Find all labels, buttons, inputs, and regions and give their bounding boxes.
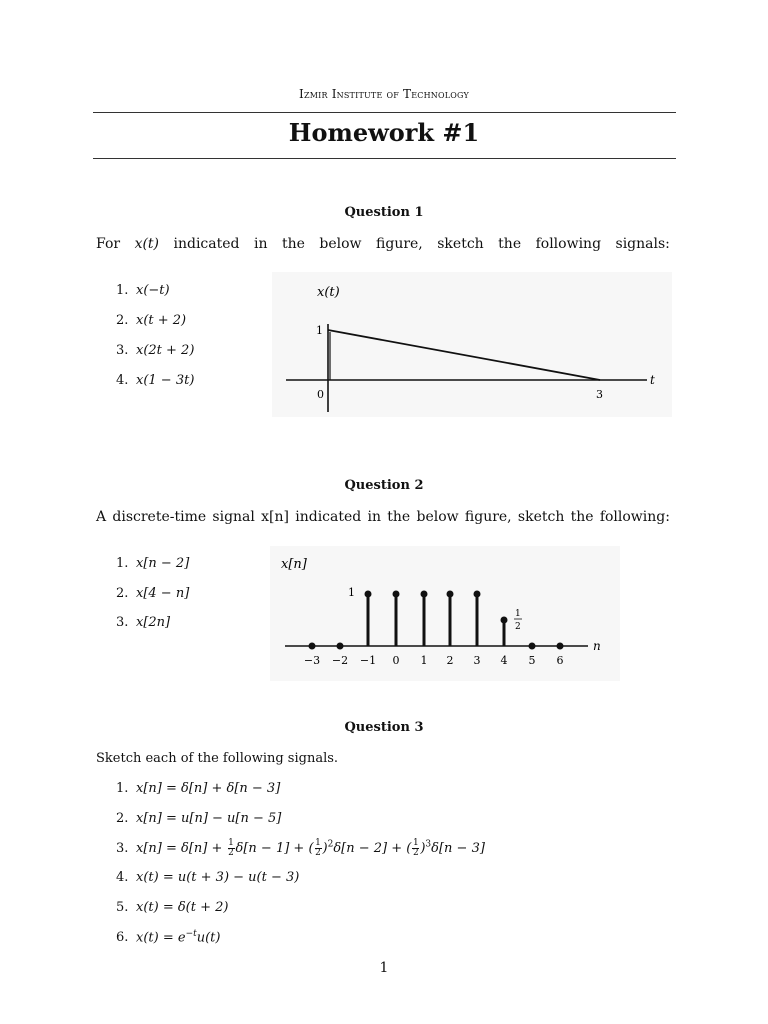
stem-dot: [447, 591, 454, 598]
top-rule: [93, 112, 676, 113]
item-expression-part: δ[n − 3]: [431, 841, 485, 856]
fraction-numerator: 1: [315, 838, 321, 848]
q1-word: For: [96, 236, 121, 252]
item-number: 4.: [116, 373, 129, 388]
half-fraction: [228, 839, 235, 858]
item-expression: x(1 − 3t): [136, 373, 195, 388]
item-number: 5.: [116, 900, 129, 915]
q3-item-2: [116, 811, 281, 826]
item-number: 2.: [116, 313, 129, 328]
half-fraction: [315, 839, 322, 858]
item-number: 3.: [116, 841, 129, 856]
fraction-numerator: 1: [228, 838, 234, 848]
q1-word: x(t): [134, 236, 160, 252]
q2-signal-figure: [270, 546, 620, 681]
page-number: 1: [379, 960, 389, 976]
q2-word: discrete-time: [112, 509, 207, 525]
item-number: 1.: [116, 781, 129, 796]
stem-dot: [501, 617, 508, 624]
item-number: 1.: [116, 283, 129, 298]
n-tick-label: 3: [473, 654, 481, 667]
x-tick-label: 3: [596, 388, 603, 401]
fraction-denominator: 2: [315, 848, 321, 858]
q2-word: signal: [212, 509, 255, 525]
item-number: 4.: [116, 870, 129, 885]
item-number: 2.: [116, 586, 129, 601]
n-tick-label: 5: [528, 654, 536, 667]
item-expression: x[n] = δ[n] + δ[n − 3]: [136, 781, 281, 796]
n-tick-label: −2: [331, 654, 349, 667]
x-axis-label: t: [650, 373, 655, 387]
stem-dot: [474, 591, 481, 598]
q1-item-2: [116, 313, 186, 328]
fraction-denominator: 2: [228, 848, 234, 858]
question-3-intro: Sketch each of the following signals.: [96, 751, 339, 766]
stem-dot: [529, 643, 536, 650]
item-expression: x[4 − n]: [136, 586, 190, 601]
q3-item-6: [116, 929, 220, 945]
y-axis-label: x[n]: [281, 557, 307, 572]
question-1-intro: [96, 236, 670, 252]
item-expression-part: ): [420, 841, 426, 856]
q2-word: sketch: [517, 509, 565, 525]
stem-dot: [393, 591, 400, 598]
fraction-denominator: 2: [412, 848, 419, 858]
item-number: 3.: [116, 615, 129, 630]
q3-item-5: [116, 900, 228, 915]
item-number: 6.: [116, 930, 129, 946]
item-number: 2.: [116, 811, 129, 826]
y-tick-label: 1: [316, 324, 323, 337]
q2-word: x[n]: [261, 509, 289, 525]
half-fraction: [412, 839, 419, 858]
q1-word: following: [535, 236, 602, 252]
item-number: 1.: [116, 556, 129, 571]
n-tick-label: 4: [500, 654, 508, 667]
q2-word: figure,: [464, 509, 512, 525]
item-expression: x[n − 2]: [136, 556, 190, 571]
q1-word: figure,: [376, 236, 423, 252]
exponent: 2: [327, 839, 334, 850]
q1-word: the: [498, 236, 522, 252]
stem-dot: [557, 643, 564, 650]
q2-word: in: [367, 509, 382, 525]
fraction-numerator: 1: [412, 838, 419, 848]
item-expression: x[n] = u[n] − u[n − 5]: [136, 811, 282, 826]
question-1-heading: Question 1: [344, 205, 424, 220]
q1-item-3: [116, 343, 194, 358]
institution-name: [0, 87, 768, 101]
n-tick-label: 6: [556, 654, 564, 667]
figure-background: [270, 546, 620, 681]
institution-text: Izmir Institute of Technology: [299, 87, 469, 101]
q3-item-4: [116, 870, 299, 885]
q1-word: indicated: [173, 236, 240, 252]
n-tick-label: 0: [392, 654, 400, 667]
q2-item-3: [116, 615, 170, 630]
item-expression: x[2n]: [136, 615, 171, 630]
item-expression: x(2t + 2): [136, 343, 195, 358]
q2-item-1: [116, 556, 189, 571]
q3-item-1: [116, 781, 280, 796]
x-axis-label: n: [593, 639, 601, 653]
q2-word: the: [387, 509, 411, 525]
exponent: 3: [425, 839, 432, 850]
question-2-heading: Question 2: [344, 478, 424, 493]
item-expression: x(t + 2): [136, 313, 187, 328]
q2-word: the: [570, 509, 594, 525]
item-expression-part: x(t) = e: [136, 930, 186, 946]
q1-signal-figure: [272, 272, 672, 417]
half-numerator: 1: [515, 609, 521, 619]
q1-word: sketch: [437, 236, 484, 252]
stem-dot: [421, 591, 428, 598]
y-tick-label: 1: [348, 586, 355, 599]
q1-item-1: [116, 283, 170, 298]
stem-dot: [309, 643, 316, 650]
y-axis-label: x(t): [317, 285, 340, 300]
item-expression-part: δ[n − 2] + (: [333, 841, 412, 856]
bottom-rule: [93, 158, 676, 159]
item-expression-part: δ[n − 1] + (: [235, 841, 314, 856]
item-expression-part: x[n] = δ[n] +: [136, 841, 227, 856]
stem-dot: [337, 643, 344, 650]
item-expression-part: ): [322, 841, 328, 856]
item-expression: x(t) = u(t + 3) − u(t − 3): [136, 870, 300, 885]
q1-word: signals:: [615, 236, 670, 252]
item-expression-part: u(t): [196, 930, 221, 946]
q2-word: following:: [599, 509, 670, 525]
page-title: Homework #1: [288, 118, 480, 147]
n-tick-label: −1: [359, 654, 377, 667]
q3-item-3: [116, 839, 485, 858]
n-tick-label: 2: [446, 654, 454, 667]
q2-word: A: [96, 509, 107, 525]
half-denominator: 2: [515, 622, 521, 632]
item-number: 3.: [116, 343, 129, 358]
q1-item-4: [116, 373, 194, 388]
q1-word: in: [253, 236, 268, 252]
exponent: −t: [185, 929, 197, 939]
q2-item-2: [116, 586, 189, 601]
item-expression: x(t) = δ(t + 2): [136, 900, 229, 915]
n-tick-label: 1: [420, 654, 428, 667]
n-tick-label: −3: [303, 654, 321, 667]
question-3-heading: Question 3: [344, 720, 424, 735]
q1-word: below: [319, 236, 362, 252]
q1-word: the: [281, 236, 305, 252]
x-tick-label: 0: [317, 388, 324, 401]
question-2-intro: [96, 509, 670, 525]
q2-word: below: [416, 509, 459, 525]
q2-word: indicated: [295, 509, 362, 525]
stem-dot: [365, 591, 372, 598]
item-expression: x(−t): [136, 283, 170, 298]
